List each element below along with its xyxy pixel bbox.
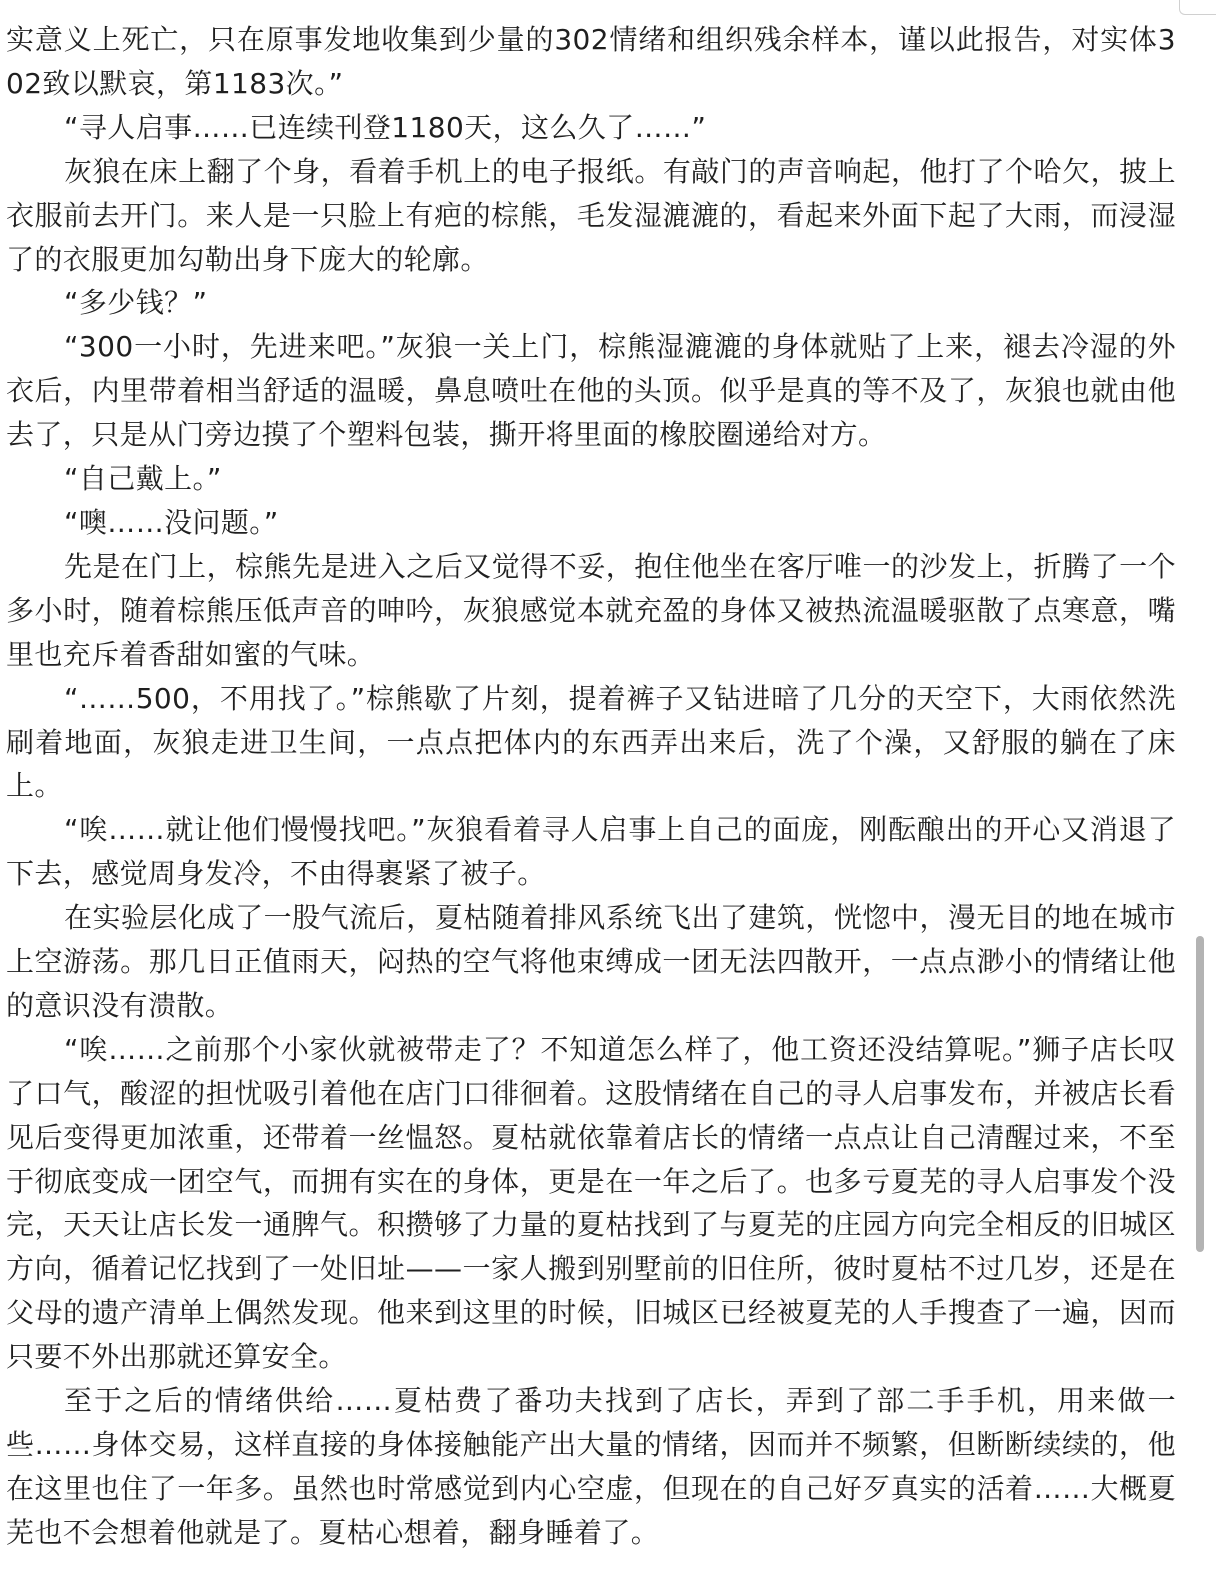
paragraph-1: 实意义上死亡，只在原事发地收集到少量的302情绪和组织残余样本，谨以此报告，对实体302致以默哀，第1183次。” (6, 23, 1176, 100)
document-body (6, 18, 1176, 1555)
paragraph-3: 灰狼在床上翻了个身，看着手机上的电子报纸。有敲门的声音响起，他打了个哈欠，披上衣服前去开门。来人是一只脸上有疤的棕熊，毛发湿漉漉的，看起来外面下起了大雨，而浸湿了的衣服更加勾勒出身下庞大的轮廓。 (6, 154, 1176, 276)
paragraph-2: “寻人启事……已连续刊登1180天，这么久了……” (64, 110, 707, 144)
paragraph-11: 在实验层化成了一股气流后，夏枯随着排风系统飞出了建筑，恍惚中，漫无目的地在城市上空游荡。那几日正值雨天，闷热的空气将他束缚成一团无法四散开，一点点渺小的情绪让他的意识没有溃散。 (6, 901, 1176, 1022)
paragraph-10: “唉……就让他们慢慢找吧。”灰狼看着寻人启事上自己的面庞，刚酝酿出的开心又消退了下去，感觉周身发冷，不由得裹紧了被子。 (6, 813, 1176, 891)
paragraph-12: “唉……之前那个小家伙就被带走了？不知道怎么样了，他工资还没结算呢。”狮子店长叹了口气，酸涩的担忧吸引着他在店门口徘徊着。这股情绪在自己的寻人启事发布，并被店长看见后变得更加浓重，还带着一丝愠怒。夏枯就依靠着店长的情绪一点点让自己清醒过来，不至于彻底变成一团空气，而拥有实在的身体，更是在一年之后了。也多亏夏芜的寻人启事发个没完，天天让店长发一通脾气。积攒够了力量的夏枯找到了与夏芜的庄园方向完全相反的旧城区方向，循着记忆找到了一处旧址——一家人搬到别墅前的旧住所，彼时夏枯不过几岁，还是在父母的遗产清单上偶然发现。他来到这里的时候，旧城区已经被夏芜的人手搜查了一遍，因而只要不外出那就还算安全。 (6, 1032, 1176, 1374)
paragraph-7: “噢……没问题。” (64, 505, 279, 539)
page-corner-mark (1179, 0, 1216, 15)
paragraph-13: 至于之后的情绪供给……夏枯费了番功夫找到了店长，弄到了部二手手机，用来做一些……身体交易，这样直接的身体接触能产出大量的情绪，因而并不频繁，但断断续续的，他在这里也住了一年多。虽然也时常感觉到内心空虚，但现在的自己好歹真实的活着……大概夏芜也不会想着他就是了。夏枯心想着，翻身睡着了。 (6, 1384, 1176, 1549)
paragraph-4: “多少钱？” (64, 286, 208, 320)
vertical-scrollbar-thumb[interactable] (1196, 936, 1204, 1252)
paragraph-5: “300一小时，先进来吧。”灰狼一关上门，棕熊湿漉漉的身体就贴了上来，褪去冷湿的外衣后，内里带着相当舒适的温暖，鼻息喷吐在他的头顶。似乎是真的等不及了，灰狼也就由他去了，只是从门旁边摸了个塑料包装，撕开将里面的橡胶圈递给对方。 (6, 330, 1176, 452)
paragraph-6: “自己戴上。” (64, 462, 222, 496)
paragraph-8: 先是在门上，棕熊先是进入之后又觉得不妥，抱住他坐在客厅唯一的沙发上，折腾了一个多小时，随着棕熊压低声音的呻吟，灰狼感觉本就充盈的身体又被热流温暖驱散了点寒意，嘴里也充斥着香甜如蜜的气味。 (6, 549, 1176, 671)
paragraph-9: “……500，不用找了。”棕熊歇了片刻，提着裤子又钻进暗了几分的天空下，大雨依然洗刷着地面，灰狼走进卫生间，一点点把体内的东西弄出来后，洗了个澡，又舒服的躺在了床上。 (6, 681, 1176, 803)
